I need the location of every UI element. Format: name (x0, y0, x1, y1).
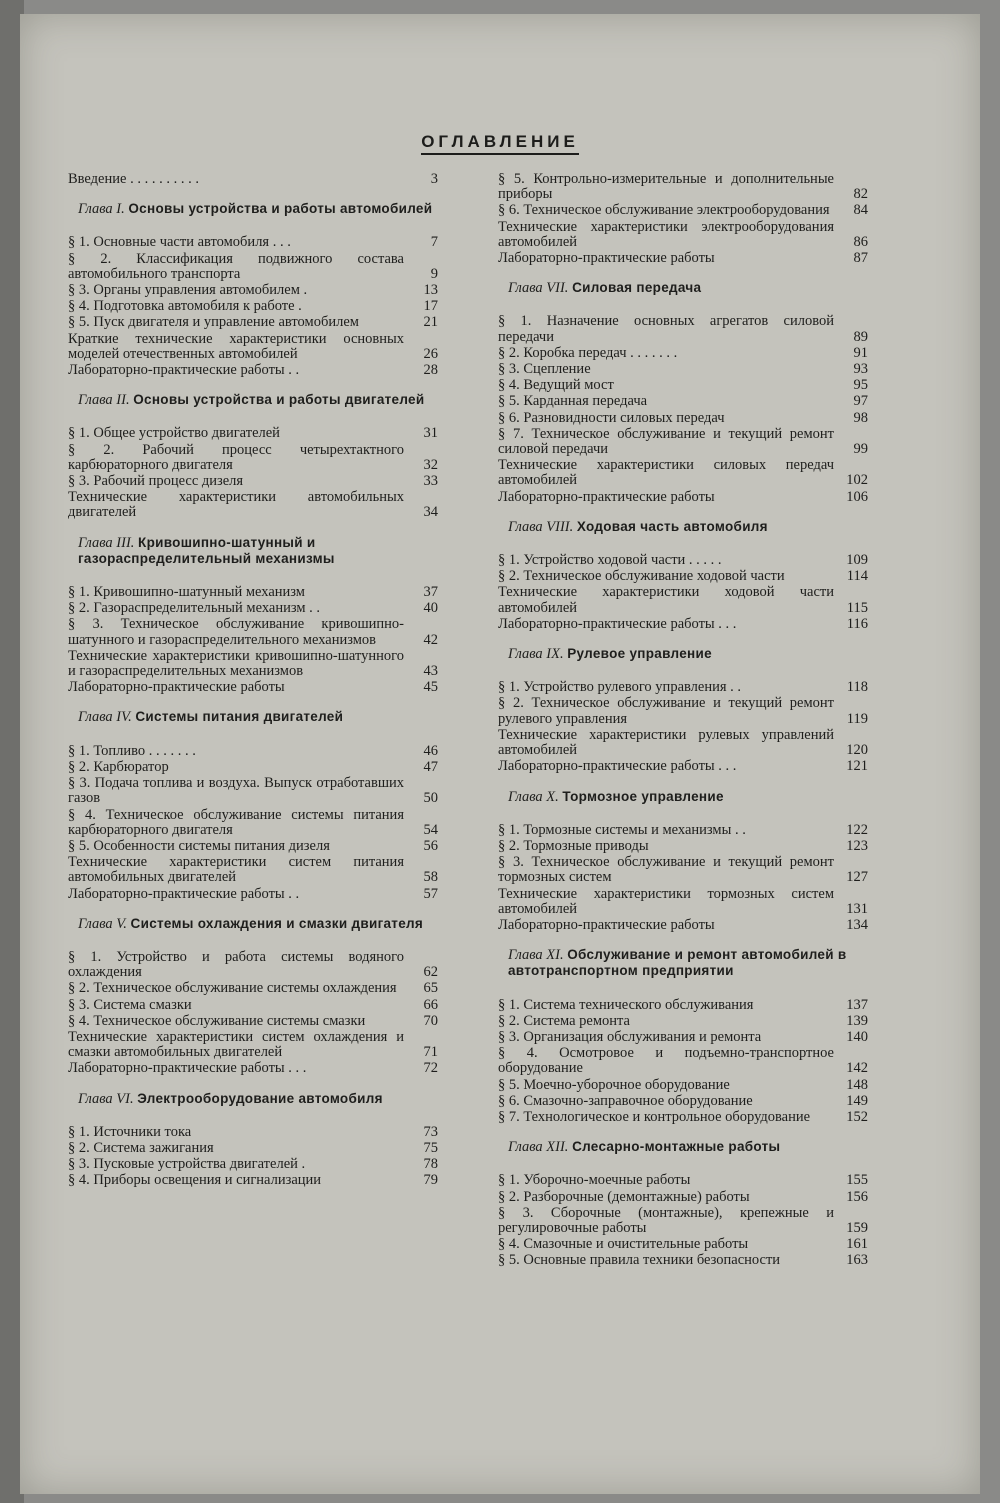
toc-entry-title: § 5. Моечно-уборочное оборудование (498, 1076, 730, 1093)
chapter-heading (78, 201, 438, 217)
toc-entry (68, 1061, 438, 1076)
chapter-number: Глава VI. (78, 1090, 134, 1107)
toc-entry (68, 332, 438, 362)
toc-entry (498, 1253, 868, 1268)
toc-entry (498, 427, 868, 457)
toc-entry (498, 553, 868, 568)
toc-entry-page: 21 (423, 314, 438, 331)
toc-entry (68, 744, 438, 759)
chapter-name: Рулевое управление (567, 646, 712, 662)
toc-entry-title: § 3. Техническое обслуживание и текущий ремонт тормозных систем (498, 854, 834, 886)
chapter-name: Системы охлаждения и смазки двигателя (130, 915, 424, 931)
toc-entry-title: § 2. Тормозные приводы (498, 837, 649, 854)
toc-entry-page: 98 (853, 409, 868, 426)
toc-entry (498, 680, 868, 695)
chapter-number: Глава XII. (508, 1139, 569, 1156)
chapter-heading (508, 947, 868, 979)
chapter-number: Глава XI. (508, 947, 564, 964)
toc-entry (68, 950, 438, 980)
toc-entry-title: § 2. Система ремонта (498, 1012, 630, 1029)
chapter-name: Ходовая часть автомобиля (576, 518, 768, 534)
toc-entry (498, 569, 868, 584)
toc-entry-page: 26 (423, 345, 438, 362)
toc-entry-title: Лабораторно-практические работы . . (68, 885, 300, 902)
toc-entry-title: § 4. Осмотровое и подъемно-транспортное оборудование (498, 1045, 834, 1077)
toc-entry-title: § 3. Техническое обслуживание кривошипно-шатунного и газораспределительного механизмов (68, 616, 404, 648)
toc-entry (498, 314, 868, 344)
toc-entry-title: Краткие технические характеристики основных моделей отечественных автомобилей (68, 330, 404, 362)
toc-entry-page: 140 (846, 1028, 868, 1045)
toc-right-column (498, 172, 868, 1270)
toc-entry-page: 56 (423, 837, 438, 854)
toc-entry (68, 649, 438, 679)
toc-entry-page: 7 (430, 234, 438, 251)
toc-entry-title: § 6. Техническое обслуживание электрооборудования (498, 202, 830, 219)
toc-entry-page: 34 (423, 504, 438, 521)
toc-entry-title: § 1. Кривошипно-шатунный механизм (68, 584, 305, 601)
toc-entry-title: § 5. Особенности системы питания дизеля (68, 837, 330, 854)
toc-entry (68, 776, 438, 806)
toc-left-column (68, 172, 438, 1190)
toc-entry-page: 114 (846, 568, 868, 585)
chapter-name: Кривошипно-шатунный и газораспределительный механизмы (78, 534, 335, 566)
toc-entry-title: Лабораторно-практические работы . . (68, 362, 300, 379)
chapter-heading (78, 535, 438, 567)
toc-entry-page: 50 (423, 790, 438, 807)
toc-entry-page: 13 (423, 282, 438, 299)
toc-entry-title: § 1. Тормозные системы и механизмы . . (498, 821, 746, 838)
toc-entry (68, 235, 438, 250)
toc-entry (68, 299, 438, 314)
toc-entry (498, 998, 868, 1013)
toc-entry (498, 172, 868, 202)
toc-entry-page: 58 (423, 869, 438, 886)
toc-entry (68, 585, 438, 600)
toc-entry (68, 283, 438, 298)
toc-entry-title: § 1. Уборочно-моечные работы (498, 1172, 691, 1189)
toc-entry (68, 617, 438, 647)
toc-entry (68, 601, 438, 616)
toc-entry-title: § 7. Технологическое и контрольное оборудование (498, 1108, 811, 1125)
toc-entry (68, 1173, 438, 1188)
toc-entry-page: 149 (846, 1092, 868, 1109)
toc-entry-page: 131 (846, 900, 868, 917)
toc-entry-page: 139 (846, 1012, 868, 1029)
toc-entry (68, 1157, 438, 1172)
toc-entry (498, 585, 868, 615)
toc-entry-page: 9 (430, 265, 438, 282)
toc-entry-title: § 1. Устройство ходовой части . . . . . (498, 552, 722, 569)
toc-entry-page: 134 (846, 916, 868, 933)
toc-entry-page: 84 (853, 202, 868, 219)
toc-entry-page: 70 (423, 1012, 438, 1029)
toc-entry-title: Лабораторно-практические работы . . . (498, 758, 737, 775)
toc-entry-title: § 2. Газораспределительный механизм . . (68, 600, 321, 617)
toc-entry-title: § 2. Система зажигания (68, 1139, 214, 1156)
toc-entry-page: 71 (423, 1044, 438, 1061)
toc-entry (68, 474, 438, 489)
toc-entry-title: § 3. Пусковые устройства двигателей . (68, 1156, 306, 1173)
toc-entry-page: 102 (846, 472, 868, 489)
toc-entry-title: Технические характеристики автомобильных двигателей (68, 489, 404, 521)
toc-entry-page: 89 (853, 328, 868, 345)
toc-entry-page: 32 (423, 456, 438, 473)
toc-entry-page: 17 (423, 298, 438, 315)
toc-entry-page: 123 (846, 837, 868, 854)
toc-entry-title: Технические характеристики ходовой части автомобилей (498, 584, 834, 616)
toc-entry-page: 137 (846, 996, 868, 1013)
toc-entry-title: § 4. Техническое обслуживание системы смазки (68, 1012, 366, 1029)
chapter-heading (78, 709, 438, 725)
toc-entry (498, 251, 868, 266)
toc-entry (68, 1125, 438, 1140)
chapter-number: Глава II. (78, 392, 130, 409)
toc-entry (498, 759, 868, 774)
toc-entry-page: 37 (423, 584, 438, 601)
toc-entry-page: 86 (853, 233, 868, 250)
toc-entry (498, 1110, 868, 1125)
toc-entry-title: § 3. Сборочные (монтажные), крепежные и регулировочные работы (498, 1204, 834, 1236)
toc-entry (498, 1094, 868, 1109)
toc-entry-title: § 4. Смазочные и очистительные работы (498, 1236, 749, 1253)
toc-entry-title: § 4. Подготовка автомобиля к работе . (68, 298, 302, 315)
toc-entry-title: § 5. Контрольно-измерительные и дополнительные приборы (498, 171, 834, 203)
toc-entry-title: Технические характеристики тормозных систем автомобилей (498, 885, 834, 917)
toc-entry (68, 1014, 438, 1029)
toc-entry-title: Лабораторно-практические работы (68, 679, 285, 696)
toc-entry (498, 1173, 868, 1188)
toc-entry-page: 79 (423, 1172, 438, 1189)
toc-entry (68, 252, 438, 282)
toc-entry (498, 458, 868, 488)
toc-entry-page: 119 (846, 710, 868, 727)
toc-entry (68, 981, 438, 996)
chapter-number: Глава VIII. (508, 518, 574, 535)
toc-entry-title: § 3. Организация обслуживания и ремонта (498, 1028, 762, 1045)
chapter-name: Силовая передача (572, 280, 702, 296)
toc-entry-page: 45 (423, 679, 438, 696)
toc-entry (68, 443, 438, 473)
toc-entry-title: Лабораторно-практические работы (498, 250, 715, 267)
toc-entry-page: 106 (846, 488, 868, 505)
chapter-number: Глава III. (78, 534, 135, 551)
toc-entry-page: 148 (846, 1076, 868, 1093)
toc-entry-title: § 7. Техническое обслуживание и текущий ремонт силовой передачи (498, 425, 834, 458)
toc-entry (498, 1030, 868, 1045)
toc-entry-title: § 4. Техническое обслуживание системы питания карбюраторного двигателя (68, 806, 404, 838)
chapter-heading (508, 789, 868, 805)
toc-entry (498, 394, 868, 409)
toc-entry (68, 839, 438, 854)
chapter-name: Электрооборудование автомобиля (137, 1090, 383, 1106)
chapter-name: Слесарно-монтажные работы (572, 1139, 781, 1155)
toc-entry (68, 808, 438, 838)
chapter-heading (508, 519, 868, 535)
toc-entry (68, 760, 438, 775)
toc-entry (68, 1141, 438, 1156)
chapter-name: Системы питания двигателей (135, 709, 344, 725)
toc-entry (498, 617, 868, 632)
toc-entry-title: Технические характеристики электрооборудования автомобилей (498, 218, 834, 250)
toc-entry-page: 161 (846, 1236, 868, 1253)
toc-entry (498, 1078, 868, 1093)
toc-entry-page: 159 (846, 1219, 868, 1236)
toc-entry-page: 116 (846, 615, 868, 632)
toc-entry-page: 95 (853, 377, 868, 394)
toc-entry-title: § 2. Разборочные (демонтажные) работы (498, 1188, 750, 1205)
toc-entry-title: § 2. Рабочий процесс четырехтактного карбюраторного двигателя (68, 441, 404, 473)
toc-entry-title: § 2. Классификация подвижного состава автомобильного транспорта (68, 250, 404, 282)
toc-entry-title: § 1. Топливо . . . . . . . (68, 742, 196, 759)
toc-entry-page: 93 (853, 361, 868, 378)
toc-entry-title: § 4. Приборы освещения и сигнализации (68, 1172, 322, 1189)
toc-entry (498, 1046, 868, 1076)
chapter-number: Глава X. (508, 788, 559, 805)
toc-entry-title: § 2. Техническое обслуживание ходовой части (498, 568, 785, 585)
toc-entry-page: 142 (846, 1060, 868, 1077)
toc-entry (68, 315, 438, 330)
toc-entry-title: § 3. Сцепление (498, 361, 591, 378)
chapter-heading (78, 392, 438, 408)
toc-entry-title: § 1. Основные части автомобиля . . . (68, 234, 291, 251)
toc-entry-title: § 1. Общее устройство двигателей (68, 425, 280, 442)
toc-entry (68, 426, 438, 441)
toc-entry-page: 99 (853, 441, 868, 458)
chapter-name: Основы устройства и работы двигателей (133, 392, 425, 408)
toc-entry (498, 362, 868, 377)
toc-entry-page: 118 (846, 679, 868, 696)
chapter-name: Тормозное управление (562, 788, 724, 804)
toc-entry (498, 1014, 868, 1029)
toc-entry (498, 918, 868, 933)
toc-entry-page: 109 (846, 552, 868, 569)
chapter-heading (508, 280, 868, 296)
chapter-heading (78, 916, 438, 932)
toc-entry (498, 823, 868, 838)
toc-entry-page: 97 (853, 393, 868, 410)
chapter-heading (508, 1139, 868, 1155)
toc-entry-title: § 2. Карбюратор (68, 758, 169, 775)
toc-entry (68, 855, 438, 885)
toc-entry (498, 346, 868, 361)
toc-entry (498, 839, 868, 854)
toc-entry-page: 66 (423, 996, 438, 1013)
chapter-heading (78, 1091, 438, 1107)
toc-entry-page: 31 (423, 425, 438, 442)
toc-entry-title: § 1. Система технического обслуживания (498, 996, 754, 1013)
toc-entry (68, 363, 438, 378)
toc-entry-title: § 4. Ведущий мост (498, 377, 614, 394)
toc-entry (68, 998, 438, 1013)
toc-entry-title: § 5. Основные правила техники безопасности (498, 1252, 781, 1269)
chapter-number: Глава V. (78, 915, 127, 932)
toc-entry-page: 82 (853, 186, 868, 203)
toc-entry (498, 220, 868, 250)
toc-entry-page: 115 (846, 599, 868, 616)
toc-entry (68, 172, 438, 187)
toc-entry-page: 3 (430, 171, 438, 187)
toc-entry (498, 411, 868, 426)
toc-entry-title: Технические характеристики систем питания автомобильных двигателей (68, 854, 404, 886)
toc-entry (498, 696, 868, 726)
toc-entry-title: § 6. Смазочно-заправочное оборудование (498, 1092, 753, 1109)
toc-entry (498, 728, 868, 758)
toc-entry-title: § 5. Пуск двигателя и управление автомобилем (68, 314, 359, 331)
chapter-number: Глава IV. (78, 709, 132, 726)
toc-entry-page: 47 (423, 758, 438, 775)
chapter-number: Глава VII. (508, 280, 569, 297)
toc-entry-page: 43 (423, 663, 438, 680)
toc-entry (498, 1237, 868, 1252)
toc-entry (498, 1190, 868, 1205)
chapter-name: Обслуживание и ремонт автомобилей в автотранспортном предприятии (508, 947, 847, 979)
toc-entry-title: Технические характеристики рулевых управлений автомобилей (498, 726, 834, 759)
toc-entry-page: 75 (423, 1139, 438, 1156)
toc-entry-title: § 2. Техническое обслуживание системы охлаждения (68, 980, 397, 997)
toc-entry-page: 122 (846, 821, 868, 838)
toc-entry-page: 62 (423, 964, 438, 981)
toc-entry-page: 87 (853, 250, 868, 267)
toc-entry-title: Технические характеристики систем охлаждения и смазки автомобильных двигателей (68, 1028, 404, 1061)
toc-entry-page: 28 (423, 362, 438, 379)
toc-entry-title: Введение . . . . . . . . . . (68, 171, 199, 187)
toc-entry (68, 680, 438, 695)
toc-entry-title: Технические характеристики кривошипно-шатунного и газораспределительных механизмов (68, 647, 404, 680)
toc-entry (498, 490, 868, 505)
toc-entry (498, 855, 868, 885)
toc-entry-title: § 6. Разновидности силовых передач (498, 409, 725, 426)
toc-entry-page: 57 (423, 885, 438, 902)
chapter-number: Глава I. (78, 201, 125, 218)
toc-entry-page: 156 (846, 1188, 868, 1205)
toc-entry-page: 127 (846, 869, 868, 886)
toc-entry-page: 120 (846, 742, 868, 759)
toc-entry (68, 1030, 438, 1060)
toc-entry-title: Лабораторно-практические работы (498, 916, 715, 933)
page-title: ОГЛАВЛЕНИЕ (20, 132, 980, 152)
toc-entry-page: 163 (846, 1252, 868, 1269)
toc-entry (498, 378, 868, 393)
toc-entry-title: § 3. Органы управления автомобилем . (68, 282, 308, 299)
toc-entry-page: 46 (423, 742, 438, 759)
toc-entry-page: 78 (423, 1156, 438, 1173)
toc-entry-page: 121 (846, 758, 868, 775)
toc-entry (68, 490, 438, 520)
toc-entry-page: 152 (846, 1108, 868, 1125)
toc-entry (498, 1206, 868, 1236)
toc-entry-page: 54 (423, 821, 438, 838)
toc-entry-title: § 1. Устройство и работа системы водяного охлаждения (68, 948, 404, 981)
toc-entry-title: Лабораторно-практические работы . . . (498, 615, 737, 632)
toc-entry-page: 91 (853, 344, 868, 361)
toc-entry-title: Лабораторно-практические работы . . . (68, 1060, 307, 1077)
toc-entry-title: § 3. Подача топлива и воздуха. Выпуск отработавших газов (68, 775, 404, 807)
toc-entry-title: § 2. Техническое обслуживание и текущий ремонт рулевого управления (498, 695, 834, 727)
toc-entry-title: § 1. Источники тока (68, 1123, 192, 1140)
toc-entry-title: Лабораторно-практические работы (498, 488, 715, 505)
toc-entry-title: § 3. Рабочий процесс дизеля (68, 473, 244, 490)
toc-entry-page: 65 (423, 980, 438, 997)
toc-entry (498, 887, 868, 917)
chapter-name: Основы устройства и работы автомобилей (128, 201, 433, 217)
chapter-heading (508, 646, 868, 662)
toc-entry-page: 40 (423, 600, 438, 617)
toc-entry-title: § 1. Назначение основных агрегатов силовой передачи (498, 313, 834, 345)
toc-entry-title: § 1. Устройство рулевого управления . . (498, 679, 742, 696)
toc-entry-page: 73 (423, 1123, 438, 1140)
chapter-number: Глава IX. (508, 646, 564, 663)
toc-entry-title: § 2. Коробка передач . . . . . . . (498, 344, 678, 361)
toc-entry-page: 72 (423, 1060, 438, 1077)
toc-entry-page: 42 (423, 631, 438, 648)
toc-entry-title: § 3. Система смазки (68, 996, 192, 1013)
toc-entry (68, 887, 438, 902)
toc-entry-page: 33 (423, 473, 438, 490)
toc-page (20, 14, 980, 1494)
toc-entry-title: § 5. Карданная передача (498, 393, 648, 410)
toc-entry (498, 203, 868, 218)
toc-entry-page: 155 (846, 1172, 868, 1189)
toc-entry-title: Технические характеристики силовых передач автомобилей (498, 457, 834, 489)
